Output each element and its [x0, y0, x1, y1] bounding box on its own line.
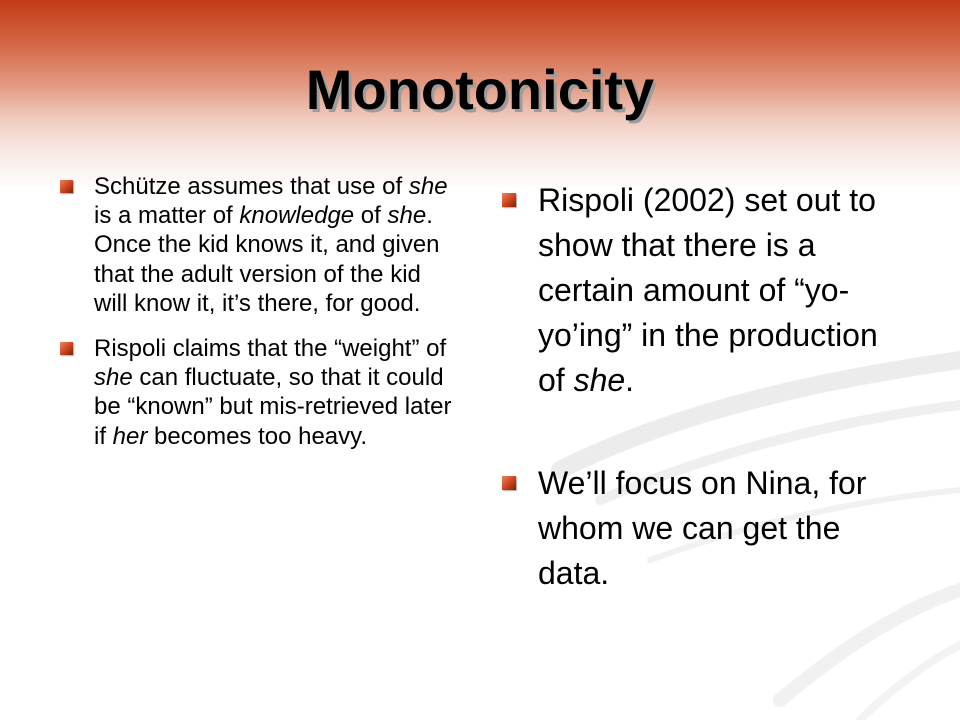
right-bullet-text: Rispoli (2002) set out to show that there is a certain amount of “yo-yo’ing” in the production of she. [538, 182, 878, 398]
square-bullet-icon [502, 476, 516, 490]
left-bullet-list [60, 172, 452, 467]
right-bullet-item [498, 461, 908, 596]
square-bullet-icon [60, 180, 73, 193]
left-bullet-text: Rispoli claims that the “weight” of she can fluctuate, so that it could be “known” but mis-retrieved later if her becomes too heavy. [94, 335, 452, 450]
left-bullet-item [60, 334, 452, 451]
left-bullet-item [60, 172, 452, 318]
square-bullet-icon [502, 193, 516, 207]
slide-title: Monotonicity [305, 58, 655, 121]
left-bullet-text: Schütze assumes that use of she is a matter of knowledge of she. Once the kid knows it, and given that the adult version of the kid will know it, it’s there, for good. [94, 173, 448, 317]
right-bullet-item [498, 178, 908, 403]
right-bullet-list [498, 178, 908, 654]
square-bullet-icon [60, 342, 73, 355]
right-bullet-text: We’ll focus on Nina, for whom we can get the data. [538, 465, 867, 591]
